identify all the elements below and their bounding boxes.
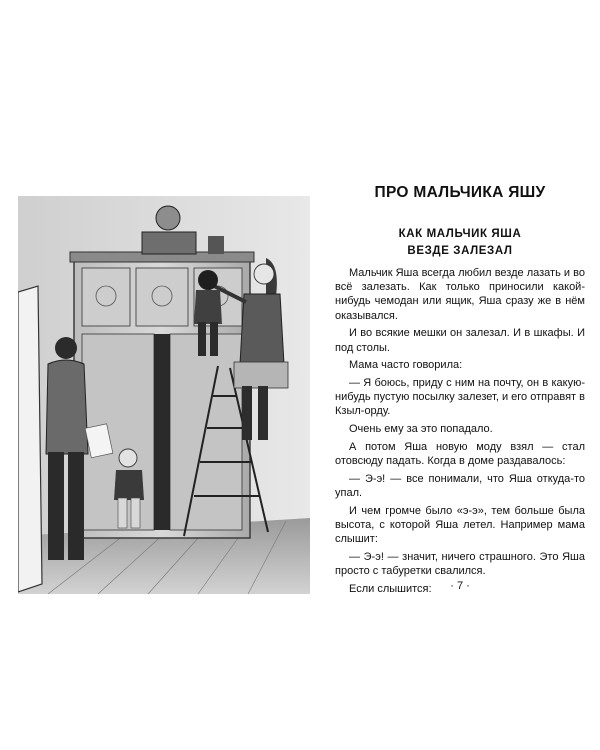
paragraph: И во всякие мешки он залезал. И в шкафы. И под столы. <box>335 327 585 354</box>
paragraph: — Я боюсь, приду с ним на почту, он в какую-нибудь пустую посылку залезет, и его отправят в Кзыл-орду. <box>335 376 585 418</box>
wardrobe-right-door <box>170 334 242 530</box>
box-on-wardrobe <box>142 232 196 254</box>
paragraph: Мама часто говорила: <box>349 359 463 372</box>
chapter-title <box>335 226 585 260</box>
illustration-drawing <box>18 196 310 594</box>
wardrobe-gap <box>154 334 170 530</box>
toy-on-wardrobe <box>156 206 180 230</box>
paragraph: Очень ему за это попадало. <box>349 423 493 436</box>
paragraph: Если слышится: <box>349 582 432 595</box>
paragraph: Мальчик Яша всегда любил везде лазать и во всё залезать. Как только приносили какой-нибудь чемодан или ящик, Яша сразу же в нём оказывался. <box>335 267 585 322</box>
paragraph: А потом Яша новую моду взял — стал отовсюду падать. Когда в доме раздавалось: <box>335 440 585 467</box>
story-title: ПРО МАЛЬЧИКА ЯШУ <box>374 184 546 201</box>
page-number: · 7 · <box>450 580 470 592</box>
story-body <box>335 266 585 599</box>
paragraph: И чем громче было «э-э», тем больше была высота, с которой Яша летел. Например мама слышит: <box>335 504 585 545</box>
paragraph: — Э-э! — все понимали, что Яша откуда-то упал. <box>335 472 585 499</box>
illustration <box>18 196 310 594</box>
open-door <box>18 286 42 592</box>
chapter-title-line-2: ВЕЗДЕ ЗАЛЕЗАЛ <box>407 245 513 257</box>
jar-on-wardrobe <box>208 236 224 254</box>
paragraph: — Э-э! — значит, ничего страшного. Это Яша просто с табуретки свалился. <box>335 550 585 577</box>
chapter-title-line-1: КАК МАЛЬЧИК ЯША <box>398 228 522 240</box>
